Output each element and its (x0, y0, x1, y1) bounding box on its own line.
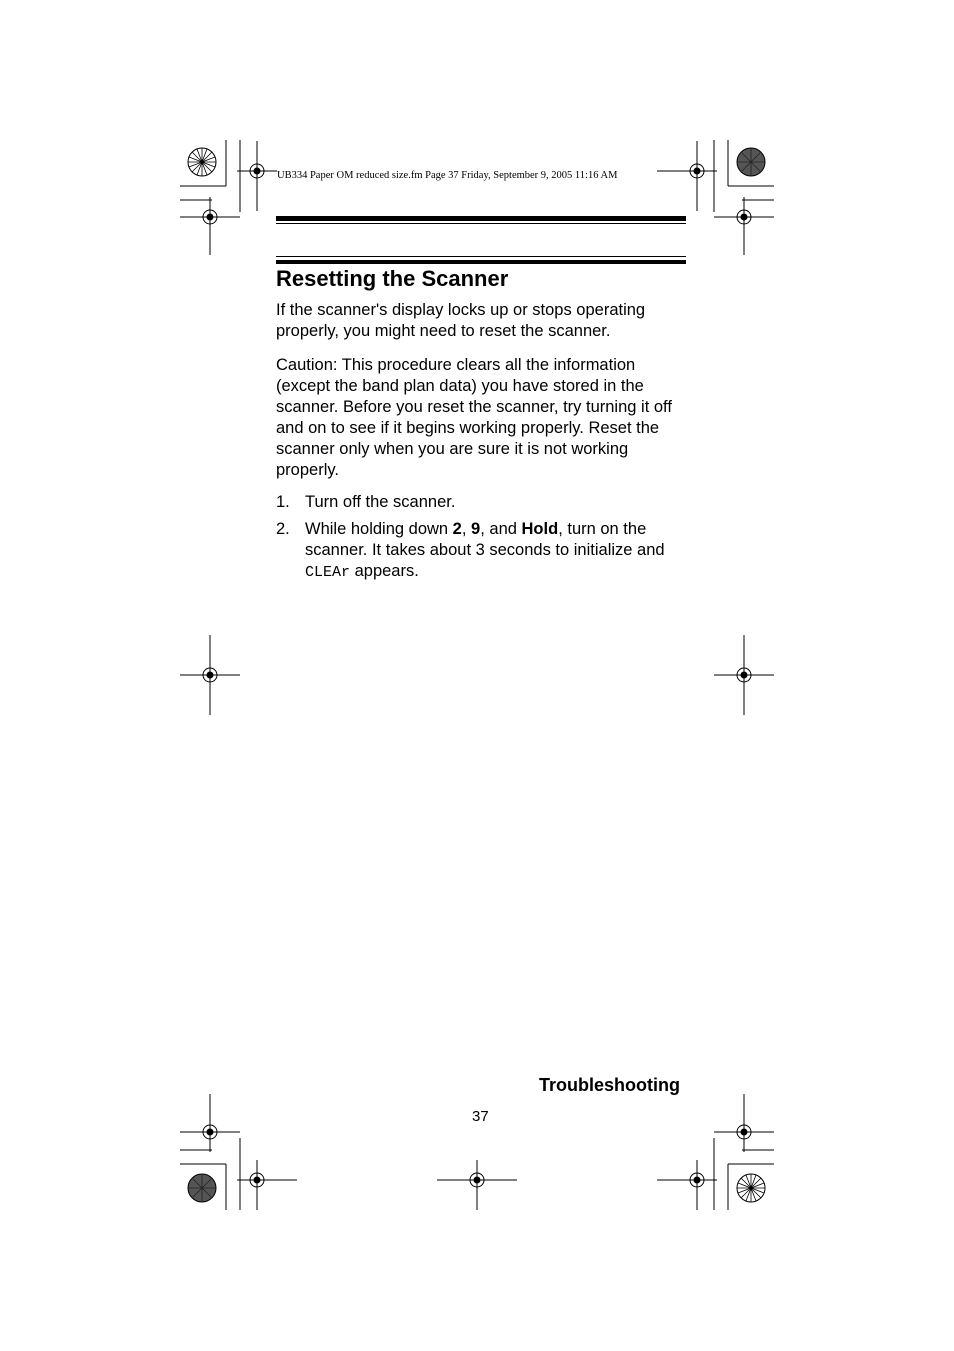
step-number: 1. (276, 493, 290, 511)
top-rule-thick (276, 216, 686, 221)
page-number: 37 (472, 1108, 489, 1125)
footer-section-name: Troubleshooting (539, 1075, 680, 1095)
section-title: Resetting the Scanner (276, 266, 509, 291)
step-number: 2. (276, 520, 290, 538)
step-text: Turn off the scanner. (305, 493, 456, 511)
step-text: While holding down 2, 9, and Hold, turn on the scanner. It takes about 3 seconds to initialize and CLEAr appears. (305, 520, 665, 581)
display-text: CLEAr (305, 564, 351, 581)
intro-paragraph: If the scanner's display locks up or stops operating properly, you might need to reset the scanner. (276, 301, 646, 340)
title-rule-thin (276, 256, 686, 257)
key-2: 2 (452, 520, 462, 538)
key-hold: Hold (521, 520, 559, 538)
top-rule-thin (276, 223, 686, 224)
title-rule-thick (276, 260, 686, 264)
caution-paragraph: Caution: This procedure clears all the information (except the band plan data) you have stored in the scanner. Before you reset the scanner, try turning it off and on to see if it begins working properly. Reset the scanner only when you are sure it is not working properly. (276, 356, 672, 479)
key-9: 9 (471, 520, 481, 538)
print-header: UB334 Paper OM reduced size.fm Page 37 Friday, September 9, 2005 11:16 AM (277, 170, 618, 181)
